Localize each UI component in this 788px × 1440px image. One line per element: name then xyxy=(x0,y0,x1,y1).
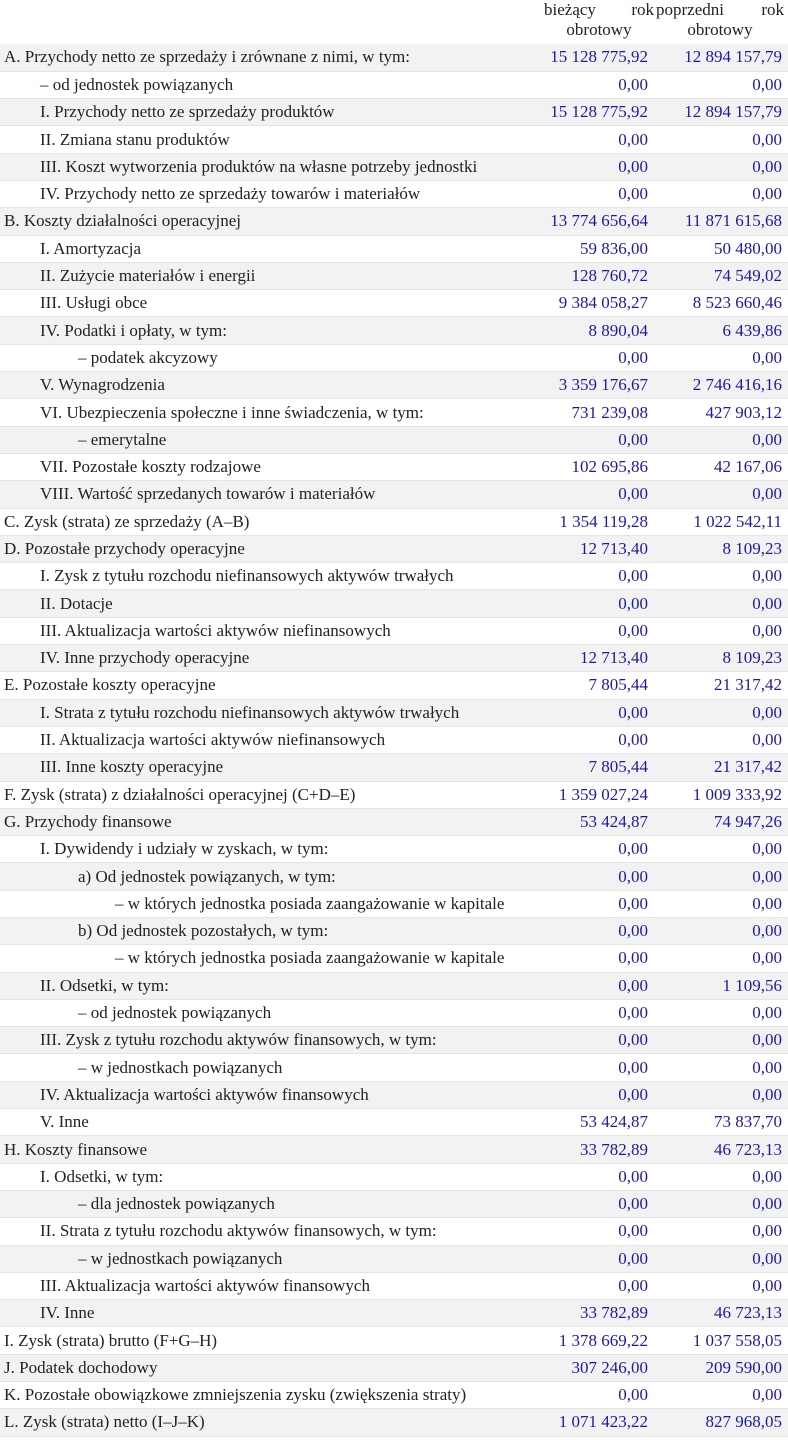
header-word: obrotowy xyxy=(687,20,753,39)
previous-year-value: 0,00 xyxy=(654,126,788,153)
row-label: – w jednostkach powiązanych xyxy=(0,1054,530,1081)
previous-year-value: 8 109,23 xyxy=(654,535,788,562)
table-row xyxy=(0,535,788,562)
row-label: – emerytalne xyxy=(0,426,530,453)
row-label: I. Strata z tytułu rozchodu niefinansowych aktywów trwałych xyxy=(0,699,530,726)
current-year-value: 0,00 xyxy=(530,481,654,508)
current-year-value: 0,00 xyxy=(530,945,654,972)
row-label: b) Od jednostek pozostałych, w tym: xyxy=(0,918,530,945)
previous-year-value: 0,00 xyxy=(654,890,788,917)
row-label: IV. Przychody netto ze sprzedaży towarów i materiałów xyxy=(0,180,530,207)
row-label: A. Przychody netto ze sprzedaży i zrównane z nimi, w tym: xyxy=(0,44,530,71)
table-row xyxy=(0,726,788,753)
row-label: III. Inne koszty operacyjne xyxy=(0,754,530,781)
table-row xyxy=(0,262,788,289)
current-year-value: 0,00 xyxy=(530,1027,654,1054)
table-row xyxy=(0,590,788,617)
previous-year-value: 1 009 333,92 xyxy=(654,781,788,808)
current-year-value: 1 359 027,24 xyxy=(530,781,654,808)
row-label: E. Pozostałe koszty operacyjne xyxy=(0,672,530,699)
current-year-value: 1 354 119,28 xyxy=(530,508,654,535)
current-year-value: 12 713,40 xyxy=(530,645,654,672)
previous-year-value: 8 523 660,46 xyxy=(654,290,788,317)
header-word: bieżący xyxy=(544,0,596,19)
current-year-value: 307 246,00 xyxy=(530,1354,654,1381)
previous-year-value: 0,00 xyxy=(654,1218,788,1245)
row-label: II. Dotacje xyxy=(0,590,530,617)
current-year-value: 0,00 xyxy=(530,1190,654,1217)
row-label: B. Koszty działalności operacyjnej xyxy=(0,208,530,235)
previous-year-value: 827 968,05 xyxy=(654,1409,788,1436)
current-year-value: 15 128 775,92 xyxy=(530,44,654,71)
table-row xyxy=(0,945,788,972)
table-row xyxy=(0,672,788,699)
row-label: – w których jednostka posiada zaangażowanie w kapitale xyxy=(0,945,530,972)
table-row xyxy=(0,317,788,344)
current-year-value: 1 071 423,22 xyxy=(530,1409,654,1436)
table-row xyxy=(0,1190,788,1217)
previous-year-value: 0,00 xyxy=(654,71,788,98)
previous-year-value: 2 746 416,16 xyxy=(654,372,788,399)
row-label: IV. Inne przychody operacyjne xyxy=(0,645,530,672)
table-row xyxy=(0,918,788,945)
row-label: K. Pozostałe obowiązkowe zmniejszenia zysku (zwiększenia straty) xyxy=(0,1382,530,1409)
current-year-value: 0,00 xyxy=(530,1081,654,1108)
previous-year-value: 0,00 xyxy=(654,153,788,180)
current-year-value: 0,00 xyxy=(530,153,654,180)
previous-year-value: 0,00 xyxy=(654,1245,788,1272)
row-label: H. Koszty finansowe xyxy=(0,1136,530,1163)
row-label: IV. Inne xyxy=(0,1300,530,1327)
current-year-value: 33 782,89 xyxy=(530,1300,654,1327)
current-year-value: 9 384 058,27 xyxy=(530,290,654,317)
current-year-value: 0,00 xyxy=(530,590,654,617)
table-row xyxy=(0,1272,788,1299)
current-year-value: 0,00 xyxy=(530,972,654,999)
table-row xyxy=(0,1409,788,1436)
row-label: II. Zmiana stanu produktów xyxy=(0,126,530,153)
previous-year-value: 11 871 615,68 xyxy=(654,208,788,235)
current-year-value: 0,00 xyxy=(530,426,654,453)
current-year-value: 128 760,72 xyxy=(530,262,654,289)
table-row xyxy=(0,481,788,508)
row-label: – w których jednostka posiada zaangażowanie w kapitale xyxy=(0,890,530,917)
current-year-value: 15 128 775,92 xyxy=(530,99,654,126)
current-year-value: 12 713,40 xyxy=(530,535,654,562)
row-label: I. Zysk (strata) brutto (F+G–H) xyxy=(0,1327,530,1354)
row-label: I. Przychody netto ze sprzedaży produktów xyxy=(0,99,530,126)
previous-year-value: 0,00 xyxy=(654,1272,788,1299)
previous-year-value: 73 837,70 xyxy=(654,1109,788,1136)
previous-year-value: 0,00 xyxy=(654,918,788,945)
row-label: III. Koszt wytworzenia produktów na własne potrzeby jednostki xyxy=(0,153,530,180)
table-row xyxy=(0,808,788,835)
table-row xyxy=(0,645,788,672)
table-row xyxy=(0,1136,788,1163)
table-row xyxy=(0,1354,788,1381)
previous-year-value: 21 317,42 xyxy=(654,754,788,781)
current-year-value: 7 805,44 xyxy=(530,672,654,699)
table-row xyxy=(0,453,788,480)
row-label: G. Przychody finansowe xyxy=(0,808,530,835)
previous-year-value: 0,00 xyxy=(654,836,788,863)
previous-year-value: 427 903,12 xyxy=(654,399,788,426)
previous-year-value: 0,00 xyxy=(654,699,788,726)
previous-year-value: 74 549,02 xyxy=(654,262,788,289)
table-row xyxy=(0,508,788,535)
previous-year-value: 0,00 xyxy=(654,1382,788,1409)
current-year-value: 13 774 656,64 xyxy=(530,208,654,235)
previous-year-value: 46 723,13 xyxy=(654,1300,788,1327)
previous-year-value: 42 167,06 xyxy=(654,453,788,480)
table-row xyxy=(0,999,788,1026)
current-year-value: 0,00 xyxy=(530,836,654,863)
header-word: poprzedni xyxy=(656,0,724,19)
table-row xyxy=(0,972,788,999)
row-label: C. Zysk (strata) ze sprzedaży (A–B) xyxy=(0,508,530,535)
current-year-value: 53 424,87 xyxy=(530,1109,654,1136)
current-year-value: 33 782,89 xyxy=(530,1136,654,1163)
current-year-value: 0,00 xyxy=(530,1054,654,1081)
header-word: rok xyxy=(761,0,784,19)
row-label: III. Aktualizacja wartości aktywów finansowych xyxy=(0,1272,530,1299)
previous-year-value: 0,00 xyxy=(654,426,788,453)
row-label: V. Inne xyxy=(0,1109,530,1136)
current-year-value: 731 239,08 xyxy=(530,399,654,426)
header-word: rok xyxy=(631,0,654,19)
table-row xyxy=(0,344,788,371)
previous-year-value: 0,00 xyxy=(654,1027,788,1054)
current-year-value: 53 424,87 xyxy=(530,808,654,835)
previous-year-value: 1 037 558,05 xyxy=(654,1327,788,1354)
table-row xyxy=(0,71,788,98)
row-label: J. Podatek dochodowy xyxy=(0,1354,530,1381)
table-row xyxy=(0,699,788,726)
current-year-value: 0,00 xyxy=(530,1163,654,1190)
current-year-value: 0,00 xyxy=(530,999,654,1026)
table-row xyxy=(0,890,788,917)
table-row xyxy=(0,180,788,207)
table-row xyxy=(0,1382,788,1409)
row-label: L. Zysk (strata) netto (I–J–K) xyxy=(0,1409,530,1436)
current-year-value: 0,00 xyxy=(530,126,654,153)
previous-year-value: 6 439,86 xyxy=(654,317,788,344)
table-row xyxy=(0,836,788,863)
table-row xyxy=(0,781,788,808)
current-year-value: 0,00 xyxy=(530,863,654,890)
previous-year-value: 12 894 157,79 xyxy=(654,44,788,71)
row-label: III. Zysk z tytułu rozchodu aktywów finansowych, w tym: xyxy=(0,1027,530,1054)
table-row xyxy=(0,372,788,399)
table-row xyxy=(0,153,788,180)
previous-year-value: 0,00 xyxy=(654,617,788,644)
table-row xyxy=(0,399,788,426)
row-label: – w jednostkach powiązanych xyxy=(0,1245,530,1272)
current-year-value: 0,00 xyxy=(530,1245,654,1272)
current-year-value: 0,00 xyxy=(530,617,654,644)
current-year-value: 8 890,04 xyxy=(530,317,654,344)
current-year-value: 0,00 xyxy=(530,1272,654,1299)
previous-year-value: 0,00 xyxy=(654,1081,788,1108)
row-label: I. Odsetki, w tym: xyxy=(0,1163,530,1190)
previous-year-value: 0,00 xyxy=(654,563,788,590)
previous-year-value: 1 022 542,11 xyxy=(654,508,788,535)
previous-year-value: 1 109,56 xyxy=(654,972,788,999)
current-year-value: 0,00 xyxy=(530,699,654,726)
row-label: I. Amortyzacja xyxy=(0,235,530,262)
previous-year-value: 0,00 xyxy=(654,999,788,1026)
previous-year-value: 50 480,00 xyxy=(654,235,788,262)
row-label: F. Zysk (strata) z działalności operacyjnej (C+D–E) xyxy=(0,781,530,808)
row-label: a) Od jednostek powiązanych, w tym: xyxy=(0,863,530,890)
row-label: I. Zysk z tytułu rozchodu niefinansowych aktywów trwałych xyxy=(0,563,530,590)
current-year-value: 7 805,44 xyxy=(530,754,654,781)
table-row xyxy=(0,1300,788,1327)
row-label: VIII. Wartość sprzedanych towarów i materiałów xyxy=(0,481,530,508)
current-year-value: 3 359 176,67 xyxy=(530,372,654,399)
previous-year-value: 0,00 xyxy=(654,863,788,890)
row-label: II. Odsetki, w tym: xyxy=(0,972,530,999)
column-header-previous-year xyxy=(656,0,784,40)
row-label: – dla jednostek powiązanych xyxy=(0,1190,530,1217)
table-row xyxy=(0,426,788,453)
table-row xyxy=(0,617,788,644)
row-label: III. Aktualizacja wartości aktywów niefinansowych xyxy=(0,617,530,644)
table-row xyxy=(0,1109,788,1136)
current-year-value: 0,00 xyxy=(530,1382,654,1409)
row-label: I. Dywidendy i udziały w zyskach, w tym: xyxy=(0,836,530,863)
table-row xyxy=(0,754,788,781)
previous-year-value: 8 109,23 xyxy=(654,645,788,672)
table-row xyxy=(0,1245,788,1272)
current-year-value: 0,00 xyxy=(530,1218,654,1245)
previous-year-value: 0,00 xyxy=(654,590,788,617)
row-label: IV. Aktualizacja wartości aktywów finansowych xyxy=(0,1081,530,1108)
previous-year-value: 21 317,42 xyxy=(654,672,788,699)
previous-year-value: 46 723,13 xyxy=(654,1136,788,1163)
previous-year-value: 0,00 xyxy=(654,1054,788,1081)
row-label: D. Pozostałe przychody operacyjne xyxy=(0,535,530,562)
current-year-value: 59 836,00 xyxy=(530,235,654,262)
row-label: VI. Ubezpieczenia społeczne i inne świadczenia, w tym: xyxy=(0,399,530,426)
table-row xyxy=(0,235,788,262)
current-year-value: 0,00 xyxy=(530,344,654,371)
row-label: VII. Pozostałe koszty rodzajowe xyxy=(0,453,530,480)
table-row xyxy=(0,126,788,153)
row-label: IV. Podatki i opłaty, w tym: xyxy=(0,317,530,344)
table-row xyxy=(0,563,788,590)
table-row xyxy=(0,44,788,71)
table-row xyxy=(0,863,788,890)
row-label: II. Aktualizacja wartości aktywów niefinansowych xyxy=(0,726,530,753)
row-label: V. Wynagrodzenia xyxy=(0,372,530,399)
table-row xyxy=(0,1027,788,1054)
row-label: III. Usługi obce xyxy=(0,290,530,317)
header-word: obrotowy xyxy=(566,20,632,39)
previous-year-value: 0,00 xyxy=(654,180,788,207)
previous-year-value: 0,00 xyxy=(654,945,788,972)
current-year-value: 102 695,86 xyxy=(530,453,654,480)
table-header xyxy=(0,0,788,44)
table-row xyxy=(0,208,788,235)
row-label: – od jednostek powiązanych xyxy=(0,999,530,1026)
table-row xyxy=(0,1054,788,1081)
current-year-value: 0,00 xyxy=(530,563,654,590)
current-year-value: 0,00 xyxy=(530,71,654,98)
row-label: – od jednostek powiązanych xyxy=(0,71,530,98)
table-row xyxy=(0,1081,788,1108)
income-statement-table xyxy=(0,44,788,1437)
table-row xyxy=(0,1327,788,1354)
table-row xyxy=(0,1218,788,1245)
row-label: II. Zużycie materiałów i energii xyxy=(0,262,530,289)
current-year-value: 0,00 xyxy=(530,890,654,917)
previous-year-value: 0,00 xyxy=(654,726,788,753)
current-year-value: 0,00 xyxy=(530,726,654,753)
previous-year-value: 12 894 157,79 xyxy=(654,99,788,126)
table-row xyxy=(0,99,788,126)
previous-year-value: 0,00 xyxy=(654,344,788,371)
previous-year-value: 209 590,00 xyxy=(654,1354,788,1381)
previous-year-value: 0,00 xyxy=(654,481,788,508)
current-year-value: 0,00 xyxy=(530,180,654,207)
previous-year-value: 74 947,26 xyxy=(654,808,788,835)
row-label: – podatek akcyzowy xyxy=(0,344,530,371)
column-header-current-year xyxy=(544,0,654,40)
table-row xyxy=(0,290,788,317)
previous-year-value: 0,00 xyxy=(654,1190,788,1217)
row-label: II. Strata z tytułu rozchodu aktywów finansowych, w tym: xyxy=(0,1218,530,1245)
current-year-value: 1 378 669,22 xyxy=(530,1327,654,1354)
table-row xyxy=(0,1163,788,1190)
current-year-value: 0,00 xyxy=(530,918,654,945)
previous-year-value: 0,00 xyxy=(654,1163,788,1190)
